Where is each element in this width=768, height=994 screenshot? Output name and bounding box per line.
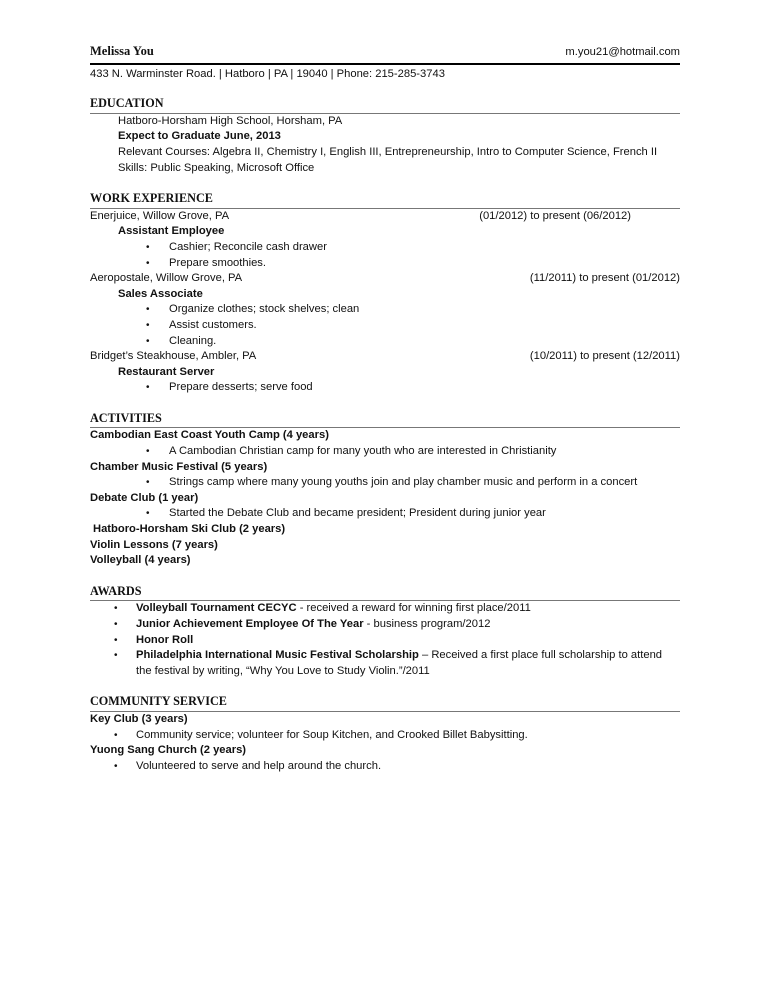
list-item: • Prepare smoothies.: [90, 256, 680, 272]
job-entry: [90, 271, 680, 287]
section-title-education: EDUCATION: [90, 96, 164, 111]
activity-name: Volleyball (4 years): [90, 554, 191, 567]
job-employer: Aeropostale, Willow Grove, PA: [90, 272, 243, 285]
community-org: Yuong Sang Church (2 years): [90, 744, 247, 757]
list-item: • Assist customers.: [90, 318, 680, 334]
list-item: • Organize clothes; stock shelves; clean: [90, 302, 680, 318]
bullet-icon: •: [146, 241, 150, 253]
list-item: • Junior Achievement Employee Of The Year - business program/2012: [90, 617, 680, 633]
job-employer: Bridget’s Steakhouse, Ambler, PA: [90, 350, 257, 363]
community-org: Key Club (3 years): [90, 712, 188, 725]
email-address: m.you21@hotmail.com: [565, 46, 680, 58]
activity-name: Debate Club (1 year): [90, 491, 199, 504]
section-title-awards: AWARDS: [90, 583, 142, 598]
activity-name: Cambodian East Coast Youth Camp (4 years): [90, 429, 329, 442]
bullet-icon: •: [146, 508, 150, 520]
bullet-icon: •: [146, 446, 150, 458]
activity-name: Violin Lessons (7 years): [90, 538, 218, 551]
list-item: • Cleaning.: [90, 334, 680, 350]
bullet-icon: •: [146, 257, 150, 269]
section-title-activities: ACTIVITIES: [90, 410, 162, 425]
award-name: Honor Roll: [136, 633, 194, 646]
list-item: • Started the Debate Club and became president; President during junior year: [90, 506, 680, 522]
award-name: Junior Achievement Employee Of The Year: [136, 618, 364, 630]
bullet-icon: •: [114, 634, 118, 646]
job-entry: [90, 209, 680, 225]
job-role: Restaurant Server: [118, 365, 215, 378]
bullet-icon: •: [146, 304, 150, 316]
bullet-icon: •: [114, 729, 118, 741]
candidate-name: Melissa You: [90, 44, 154, 58]
job-dates: (11/2011) to present (01/2012): [529, 272, 680, 285]
list-item: • Volunteered to serve and help around the church.: [90, 759, 680, 775]
activity-name: Hatboro-Horsham Ski Club (2 years): [93, 523, 286, 536]
resume-header: [90, 44, 680, 61]
list-item: [90, 633, 680, 649]
section-title-work: WORK EXPERIENCE: [90, 191, 213, 206]
list-item: • A Cambodian Christian camp for many youth who are interested in Christianity: [90, 444, 680, 460]
bullet-icon: •: [146, 382, 150, 394]
education-school: Hatboro-Horsham High School, Horsham, PA: [118, 114, 343, 127]
job-role: Assistant Employee: [118, 225, 225, 238]
job-entry: [90, 349, 680, 365]
bullet-icon: •: [146, 335, 150, 347]
list-item: • Prepare desserts; serve food: [90, 380, 680, 396]
header-divider: [90, 63, 680, 65]
activity-name: Chamber Music Festival (5 years): [90, 460, 268, 473]
bullet-icon: •: [114, 619, 118, 630]
list-item: • Strings camp where many young youths join and play chamber music and perform in a concert: [90, 475, 680, 491]
section-title-community: COMMUNITY SERVICE: [90, 694, 227, 709]
bullet-icon: •: [146, 319, 150, 331]
award-name: Philadelphia International Music Festival Scholarship: [136, 649, 419, 662]
resume-page: [90, 44, 680, 774]
bullet-icon: •: [114, 603, 118, 615]
contact-line: 433 N. Warminster Road. | Hatboro | PA | 19040 | Phone: 215-285-3743: [90, 67, 445, 80]
job-employer: Enerjuice, Willow Grove, PA: [90, 209, 230, 222]
job-dates: (10/2011) to present (12/2011): [529, 350, 680, 363]
job-dates: (01/2012) to present (06/2012): [479, 209, 631, 222]
education-skills: Skills: Public Speaking, Microsoft Office: [118, 161, 315, 174]
education-courses: Relevant Courses: Algebra II, Chemistry I, English III, Entrepreneurship, Intro to Computer Science, French II: [118, 145, 658, 158]
bullet-icon: •: [114, 760, 118, 772]
job-role: Sales Associate: [118, 287, 203, 300]
list-item: • Philadelphia International Music Festival Scholarship – Received a first place full scholarship to attend the festival by writing, “Why You Love to Study Violin.”/2011: [114, 649, 663, 677]
list-item: • Cashier; Reconcile cash drawer: [90, 240, 680, 256]
bullet-icon: •: [114, 650, 118, 662]
list-item: • Community service; volunteer for Soup Kitchen, and Crooked Billet Babysitting.: [90, 728, 680, 744]
award-name: Volleyball Tournament CECYC: [136, 602, 297, 615]
bullet-icon: •: [146, 477, 150, 489]
education-graduation: Expect to Graduate June, 2013: [118, 130, 281, 143]
list-item: • Volleyball Tournament CECYC - received a reward for winning first place/2011: [90, 601, 680, 617]
